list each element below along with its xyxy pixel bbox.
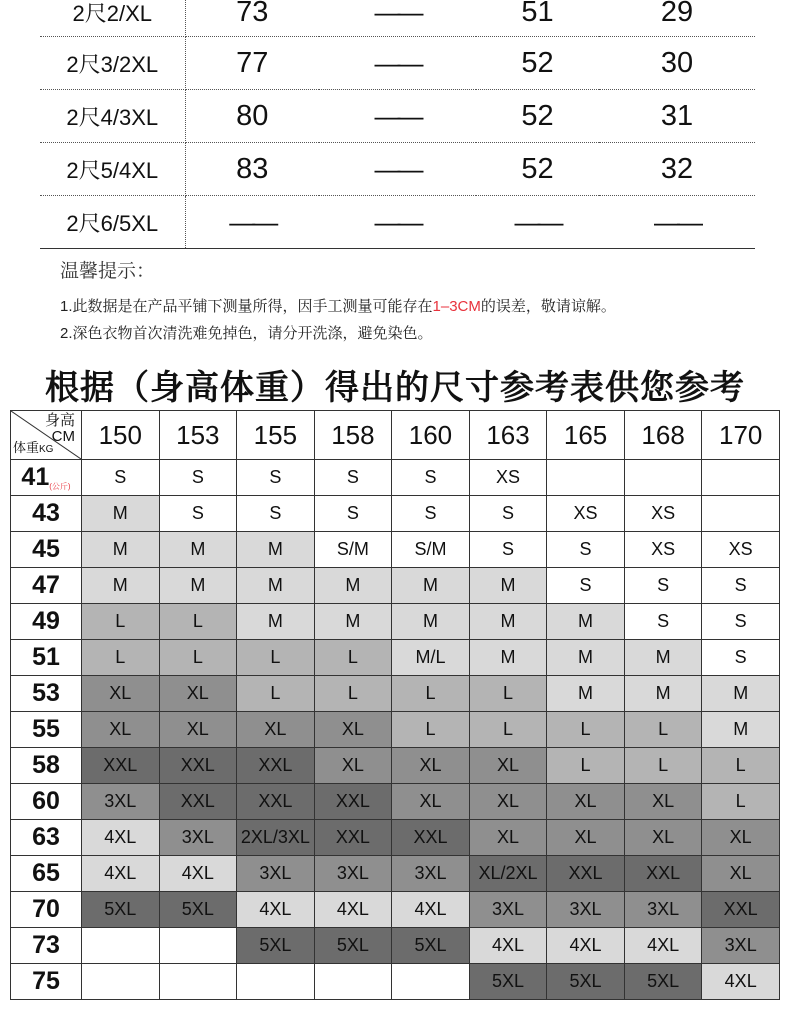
measure-value: 73: [236, 0, 269, 28]
measure-cell: [319, 196, 476, 249]
weight-value: 47: [32, 571, 60, 599]
size-cell: XXL: [237, 748, 315, 784]
corner-height-text: 身高: [44, 412, 75, 429]
weight-value: 43: [32, 499, 60, 527]
weight-value: 45: [32, 535, 60, 563]
size-cell: L: [392, 712, 470, 748]
size-cell: 4XL: [702, 964, 780, 1000]
size-cell: 5XL: [159, 892, 237, 928]
size-cell: XXL: [159, 784, 237, 820]
size-cell: XL: [82, 712, 160, 748]
size-table: [40, 0, 755, 249]
size-cell: M: [392, 568, 470, 604]
size-cell: 3XL: [237, 856, 315, 892]
weight-cell: [11, 712, 82, 748]
weight-row: [11, 460, 780, 496]
size-cell: XL: [314, 712, 392, 748]
size-cell: S: [624, 604, 702, 640]
size-cell: 3XL: [624, 892, 702, 928]
weight-row: [11, 748, 780, 784]
measure-cell: [476, 0, 599, 37]
size-label: 2尺4/3XL: [66, 104, 159, 130]
weight-cell: [11, 604, 82, 640]
size-cell: XXL: [624, 856, 702, 892]
weight-cell: [11, 820, 82, 856]
size-cell: XL/2XL: [469, 856, 547, 892]
size-cell: [82, 928, 160, 964]
size-cell: XXL: [702, 892, 780, 928]
measure-value: ——: [229, 206, 276, 237]
measure-cell: [319, 143, 476, 196]
measure-cell: [476, 37, 599, 90]
weight-row: [11, 676, 780, 712]
weight-row: [11, 604, 780, 640]
size-cell: 4XL: [82, 856, 160, 892]
size-cell: S: [314, 460, 392, 496]
size-cell: M: [314, 604, 392, 640]
size-cell: S: [159, 460, 237, 496]
measure-cell: [319, 0, 476, 37]
measure-cell: [185, 196, 319, 249]
measure-cell: [319, 90, 476, 143]
size-cell: L: [702, 748, 780, 784]
size-cell: [624, 460, 702, 496]
size-cell: 3XL: [702, 928, 780, 964]
measure-value: 80: [236, 99, 269, 132]
size-cell: 3XL: [392, 856, 470, 892]
measure-value: ——: [514, 206, 561, 237]
measure-cell: [599, 196, 755, 249]
size-cell: S: [314, 496, 392, 532]
height-header-cell: 163: [469, 411, 547, 460]
size-cell: XL: [702, 820, 780, 856]
size-cell: 3XL: [82, 784, 160, 820]
size-cell: [547, 460, 625, 496]
measure-cell: [319, 37, 476, 90]
measure-cell: [185, 90, 319, 143]
height-header-cell: 153: [159, 411, 237, 460]
size-cell: XL: [392, 748, 470, 784]
measure-cell: [476, 90, 599, 143]
size-label-cell: [40, 143, 185, 196]
weight-cell: [11, 460, 82, 496]
measure-value: 83: [236, 152, 269, 185]
size-cell: XS: [702, 532, 780, 568]
size-cell: L: [82, 604, 160, 640]
size-cell: 4XL: [314, 892, 392, 928]
weight-row: [11, 568, 780, 604]
weight-value: 49: [32, 607, 60, 635]
size-cell: M: [702, 676, 780, 712]
size-cell: S: [392, 496, 470, 532]
weight-value: 55: [32, 715, 60, 743]
size-cell: XL: [237, 712, 315, 748]
size-cell: L: [159, 640, 237, 676]
size-cell: [392, 964, 470, 1000]
size-cell: XL: [159, 676, 237, 712]
size-label-cell: [40, 37, 185, 90]
size-cell: M: [702, 712, 780, 748]
measure-value: 30: [660, 46, 694, 79]
weight-row: [11, 712, 780, 748]
size-cell: M: [547, 676, 625, 712]
size-cell: XL: [159, 712, 237, 748]
size-cell: XL: [469, 784, 547, 820]
size-cell: 5XL: [469, 964, 547, 1000]
weight-value: 58: [32, 751, 60, 779]
size-cell: L: [392, 676, 470, 712]
size-table-body: [40, 0, 755, 249]
size-cell: 4XL: [159, 856, 237, 892]
size-cell: M/L: [392, 640, 470, 676]
size-table-row: [40, 196, 755, 249]
size-cell: XXL: [392, 820, 470, 856]
size-label-cell: [40, 0, 185, 37]
size-label-cell: [40, 90, 185, 143]
size-cell: L: [237, 640, 315, 676]
weight-value: 73: [32, 931, 60, 959]
size-cell: XL: [392, 784, 470, 820]
size-cell: M: [469, 604, 547, 640]
size-cell: L: [702, 784, 780, 820]
weight-cell: [11, 676, 82, 712]
size-cell: L: [624, 748, 702, 784]
size-cell: 4XL: [469, 928, 547, 964]
measure-cell: [185, 143, 319, 196]
size-cell: M: [82, 496, 160, 532]
size-cell: L: [547, 748, 625, 784]
size-cell: [237, 964, 315, 1000]
size-cell: S: [547, 568, 625, 604]
height-header-cell: 165: [547, 411, 625, 460]
corner-height-unit: CM: [51, 428, 75, 445]
measure-cell: [599, 90, 755, 143]
size-cell: M: [237, 568, 315, 604]
weight-cell: [11, 532, 82, 568]
size-cell: 4XL: [547, 928, 625, 964]
measure-value: 52: [521, 99, 554, 132]
size-cell: 4XL: [624, 928, 702, 964]
measure-cell: [185, 0, 319, 37]
size-cell: [82, 964, 160, 1000]
corner-weight-label: [13, 437, 53, 456]
size-cell: S: [547, 532, 625, 568]
size-cell: XXL: [237, 784, 315, 820]
weight-cell: [11, 928, 82, 964]
size-label: 2尺6/5XL: [66, 210, 159, 236]
weight-cell: [11, 964, 82, 1000]
height-header-row: [11, 411, 780, 460]
weight-value: 75: [32, 967, 60, 995]
measure-value: 32: [660, 152, 694, 185]
size-cell: M: [314, 568, 392, 604]
weight-value: 65: [32, 859, 60, 887]
size-cell: 4XL: [392, 892, 470, 928]
size-cell: L: [314, 676, 392, 712]
tip-line-1-highlight: 1–3CM: [432, 298, 481, 315]
weight-row: [11, 532, 780, 568]
tip-line-1-text: 1.此数据是在产品平铺下测量所得，因手工测量可能存在: [60, 298, 433, 315]
tip-line-2: 2.深色衣物首次清洗难免掉色，请分开洗涤，避免染色。: [60, 325, 433, 342]
size-cell: S: [469, 496, 547, 532]
corner-weight-unit: KG: [39, 444, 54, 455]
size-cell: 3XL: [159, 820, 237, 856]
weight-cell: [11, 568, 82, 604]
weight-cell: [11, 892, 82, 928]
size-cell: XL: [624, 820, 702, 856]
size-cell: S: [469, 532, 547, 568]
size-cell: L: [314, 640, 392, 676]
measure-value: ——: [374, 100, 421, 131]
size-cell: XXL: [314, 820, 392, 856]
size-cell: S: [702, 568, 780, 604]
weight-row: [11, 820, 780, 856]
tips-title: 温馨提示：: [60, 261, 156, 282]
measure-value: 52: [521, 152, 554, 185]
size-cell: XXL: [547, 856, 625, 892]
size-reference-table: [10, 410, 780, 1000]
measure-value: ——: [654, 206, 700, 237]
tip-line-1-tail: 的误差，敬请谅解。: [480, 298, 616, 315]
size-cell: M: [392, 604, 470, 640]
weight-value: 63: [32, 823, 60, 851]
size-cell: XS: [624, 496, 702, 532]
weight-cell: [11, 748, 82, 784]
size-cell: XL: [469, 820, 547, 856]
measure-value: ——: [374, 47, 421, 78]
size-cell: XL: [547, 784, 625, 820]
corner-weight-text: 体重: [13, 440, 40, 455]
size-cell: XL: [469, 748, 547, 784]
weight-value: 70: [32, 895, 60, 923]
size-cell: [702, 496, 780, 532]
size-cell: 3XL: [469, 892, 547, 928]
height-header-cell: 170: [702, 411, 780, 460]
measure-value: ——: [374, 0, 421, 27]
table-corner: [11, 411, 82, 460]
size-cell: 5XL: [392, 928, 470, 964]
size-cell: [159, 964, 237, 1000]
size-cell: XXL: [314, 784, 392, 820]
size-cell: S: [702, 604, 780, 640]
size-cell: XS: [624, 532, 702, 568]
size-cell: 5XL: [547, 964, 625, 1000]
weight-row: [11, 892, 780, 928]
size-table-row: [40, 90, 755, 143]
weight-cell: [11, 784, 82, 820]
measure-value: 29: [660, 0, 694, 28]
size-cell: M: [469, 640, 547, 676]
size-cell: M: [159, 568, 237, 604]
size-cell: [702, 460, 780, 496]
size-cell: 3XL: [547, 892, 625, 928]
measure-value: 31: [660, 99, 694, 132]
measure-cell: [599, 37, 755, 90]
weight-value: 60: [32, 787, 60, 815]
size-cell: L: [237, 676, 315, 712]
size-cell: M: [237, 604, 315, 640]
size-cell: S/M: [392, 532, 470, 568]
size-cell: XL: [82, 676, 160, 712]
size-cell: 5XL: [82, 892, 160, 928]
size-cell: L: [469, 676, 547, 712]
size-cell: XL: [547, 820, 625, 856]
size-cell: XL: [702, 856, 780, 892]
size-cell: M: [547, 604, 625, 640]
size-label: 2尺2/XL: [72, 0, 152, 26]
size-cell: 5XL: [314, 928, 392, 964]
size-cell: S: [237, 460, 315, 496]
measure-cell: [476, 143, 599, 196]
size-cell: XS: [547, 496, 625, 532]
size-cell: [314, 964, 392, 1000]
height-header-cell: 150: [82, 411, 160, 460]
size-cell: M: [82, 532, 160, 568]
size-cell: S: [82, 460, 160, 496]
reference-title: 根据（身高体重）得出的尺寸参考表供您参考: [45, 369, 745, 407]
measure-value: 77: [236, 46, 269, 79]
size-cell: M: [624, 676, 702, 712]
size-cell: M: [469, 568, 547, 604]
size-cell: 4XL: [237, 892, 315, 928]
weight-cell: [11, 640, 82, 676]
size-label-cell: [40, 196, 185, 249]
size-table-row: [40, 37, 755, 90]
size-cell: L: [159, 604, 237, 640]
weight-value: 41: [21, 463, 50, 491]
measure-cell: [185, 37, 319, 90]
weight-unit-note: (公斤): [49, 482, 71, 491]
height-header-cell: 155: [237, 411, 315, 460]
weight-row: [11, 640, 780, 676]
weight-cell: [11, 856, 82, 892]
size-cell: XL: [314, 748, 392, 784]
size-label: 2尺5/4XL: [66, 157, 159, 183]
size-cell: M: [159, 532, 237, 568]
size-reference-body: [11, 411, 780, 1000]
measure-value: 51: [521, 0, 554, 28]
tips-section: [60, 256, 760, 347]
size-table-row: [40, 143, 755, 196]
weight-row: [11, 856, 780, 892]
weight-row: [11, 496, 780, 532]
height-header-cell: 168: [624, 411, 702, 460]
size-cell: M: [547, 640, 625, 676]
size-cell: 5XL: [624, 964, 702, 1000]
weight-value: 53: [32, 679, 60, 707]
measure-value: ——: [374, 206, 421, 237]
size-cell: 2XL/3XL: [237, 820, 315, 856]
size-cell: S: [237, 496, 315, 532]
weight-value: 51: [32, 643, 60, 671]
size-cell: L: [82, 640, 160, 676]
size-cell: 4XL: [82, 820, 160, 856]
size-cell: S: [624, 568, 702, 604]
size-cell: XS: [469, 460, 547, 496]
height-header-cell: 160: [392, 411, 470, 460]
size-cell: S/M: [314, 532, 392, 568]
height-header-cell: 158: [314, 411, 392, 460]
measure-cell: [599, 143, 755, 196]
size-cell: L: [624, 712, 702, 748]
size-cell: M: [237, 532, 315, 568]
measure-cell: [599, 0, 755, 37]
tip-line-1: [60, 293, 760, 320]
size-cell: L: [469, 712, 547, 748]
weight-row: [11, 964, 780, 1000]
size-label: 2尺3/2XL: [66, 51, 159, 77]
measure-value: ——: [374, 153, 421, 184]
weight-cell: [11, 496, 82, 532]
size-cell: XXL: [159, 748, 237, 784]
size-table-row: [40, 0, 755, 37]
size-cell: L: [547, 712, 625, 748]
size-cell: 3XL: [314, 856, 392, 892]
measure-cell: [476, 196, 599, 249]
size-cell: M: [82, 568, 160, 604]
size-cell: S: [392, 460, 470, 496]
size-cell: 5XL: [237, 928, 315, 964]
size-cell: XXL: [82, 748, 160, 784]
weight-row: [11, 928, 780, 964]
size-cell: [159, 928, 237, 964]
size-cell: S: [159, 496, 237, 532]
size-cell: S: [702, 640, 780, 676]
weight-row: [11, 784, 780, 820]
size-cell: M: [624, 640, 702, 676]
measure-value: 52: [521, 46, 554, 79]
size-cell: XL: [624, 784, 702, 820]
